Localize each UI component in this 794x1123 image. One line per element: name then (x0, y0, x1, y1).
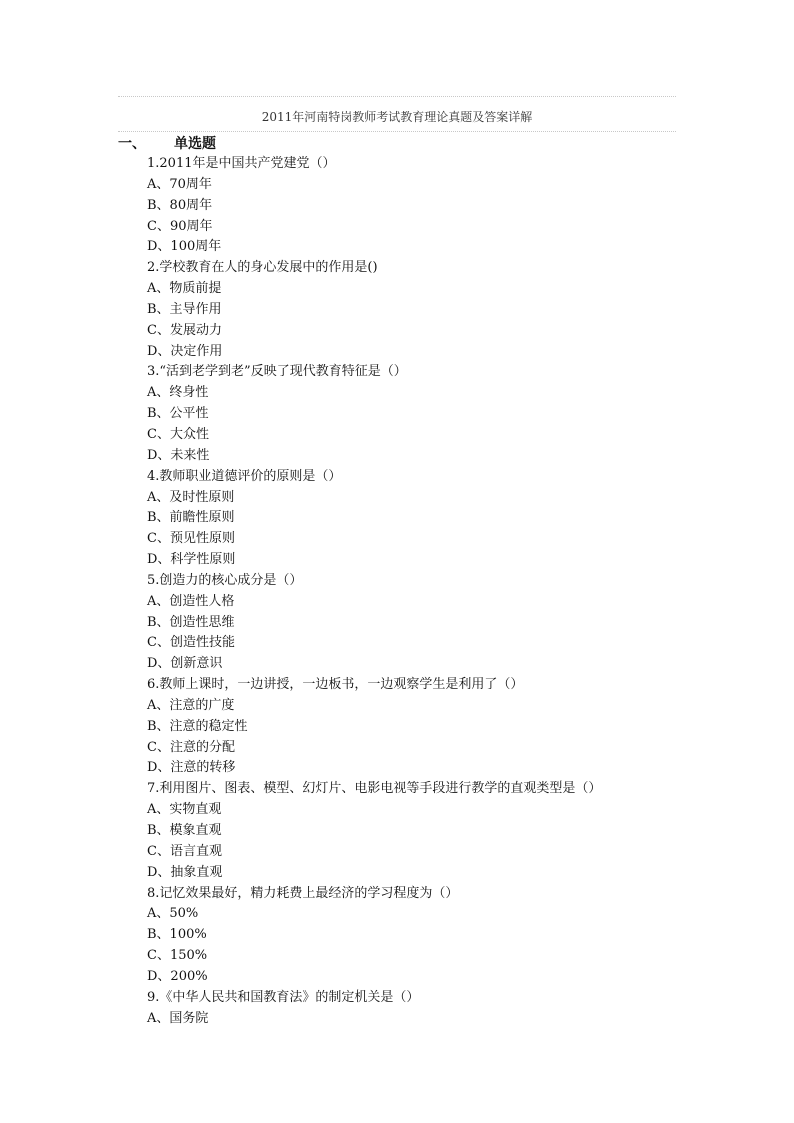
answer-option: D、创新意识 (147, 656, 223, 672)
answer-option: D、100周年 (147, 239, 222, 255)
answer-option: C、90周年 (147, 218, 213, 234)
section-label: 单选题 (174, 136, 216, 152)
answer-option: D、决定作用 (147, 343, 223, 359)
answer-option: D、科学性原则 (147, 552, 236, 568)
answer-option: C、语言直观 (147, 843, 222, 859)
section-heading (118, 134, 216, 154)
answer-option: B、100% (147, 927, 207, 943)
question-stem: 3.“活到老学到老”反映了现代教育特征是（） (147, 364, 407, 380)
answer-option: A、注意的广度 (147, 697, 235, 713)
answer-option: C、大众性 (147, 426, 209, 442)
answer-option: A、物质前提 (147, 281, 222, 297)
answer-option: C、创造性技能 (147, 635, 235, 651)
section-number: 一、 (118, 136, 146, 152)
answer-option: A、终身性 (147, 385, 209, 401)
answer-option: B、公平性 (147, 406, 209, 422)
answer-option: D、200% (147, 968, 208, 984)
header-rule-top (118, 96, 676, 97)
question-stem: 5.创造力的核心成分是（） (147, 572, 303, 588)
answer-option: C、150% (147, 948, 208, 964)
answer-option: B、注意的稳定性 (147, 718, 248, 734)
document-title: 2011年河南特岗教师考试教育理论真题及答案详解 (261, 110, 533, 124)
answer-option: D、注意的转移 (147, 760, 236, 776)
question-stem: 4.教师职业道德评价的原则是（） (147, 468, 342, 484)
answer-option: A、70周年 (147, 176, 212, 192)
answer-option: B、创造性思维 (147, 614, 235, 630)
answer-option: A、实物直观 (147, 802, 222, 818)
answer-option: C、注意的分配 (147, 739, 235, 755)
answer-option: A、50% (147, 906, 199, 922)
header-rule-bottom (118, 131, 676, 132)
question-stem: 8.记忆效果最好，精力耗费上最经济的学习程度为（） (147, 885, 459, 901)
question-stem: 1.2011年是中国共产党建党（） (147, 156, 336, 171)
answer-option: B、主导作用 (147, 301, 222, 317)
answer-option: D、未来性 (147, 447, 210, 463)
question-stem: 6.教师上课时，一边讲授，一边板书，一边观察学生是利用了（） (147, 677, 524, 693)
question-list (147, 154, 667, 1029)
answer-option: B、80周年 (147, 197, 213, 213)
answer-option: A、及时性原则 (147, 489, 235, 505)
answer-option: A、国务院 (147, 1010, 209, 1026)
answer-option: D、抽象直观 (147, 864, 223, 880)
answer-option: B、模象直观 (147, 823, 222, 838)
question-stem: 2.学校教育在人的身心发展中的作用是() (147, 260, 378, 276)
question-stem: 9.《中华人民共和国教育法》的制定机关是（） (147, 989, 420, 1005)
answer-option: C、发展动力 (147, 322, 222, 338)
answer-option: A、创造性人格 (147, 593, 235, 609)
answer-option: C、预见性原则 (147, 531, 235, 547)
question-stem: 7.利用图片、图表、模型、幻灯片、电影电视等手段进行教学的直观类型是（） (147, 781, 602, 797)
answer-option: B、前瞻性原则 (147, 510, 235, 526)
